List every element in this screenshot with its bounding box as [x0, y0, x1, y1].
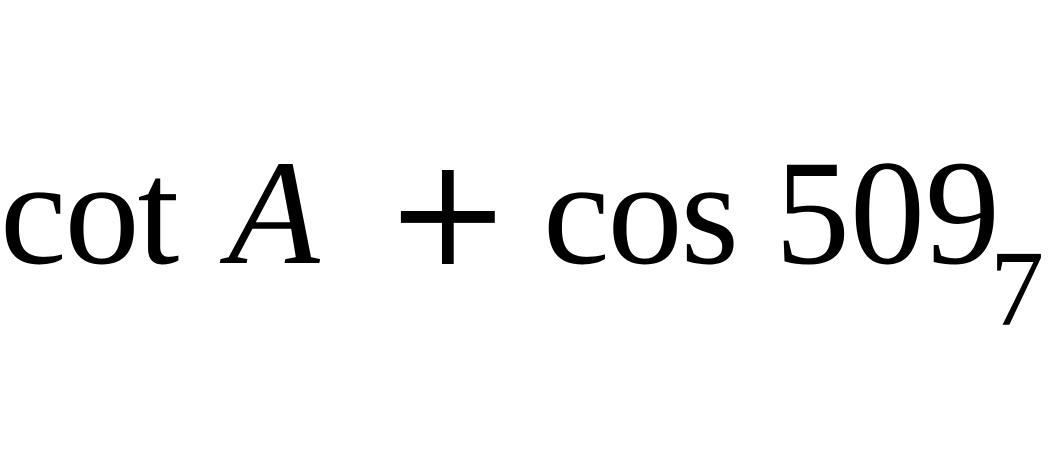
- base-subscript: 7: [990, 230, 1044, 349]
- variable-a: A: [228, 130, 320, 296]
- number-509: 509: [775, 130, 1000, 296]
- plus-operator: +: [385, 126, 511, 300]
- cos-function: cos: [543, 130, 737, 296]
- cot-function: cot: [0, 130, 178, 296]
